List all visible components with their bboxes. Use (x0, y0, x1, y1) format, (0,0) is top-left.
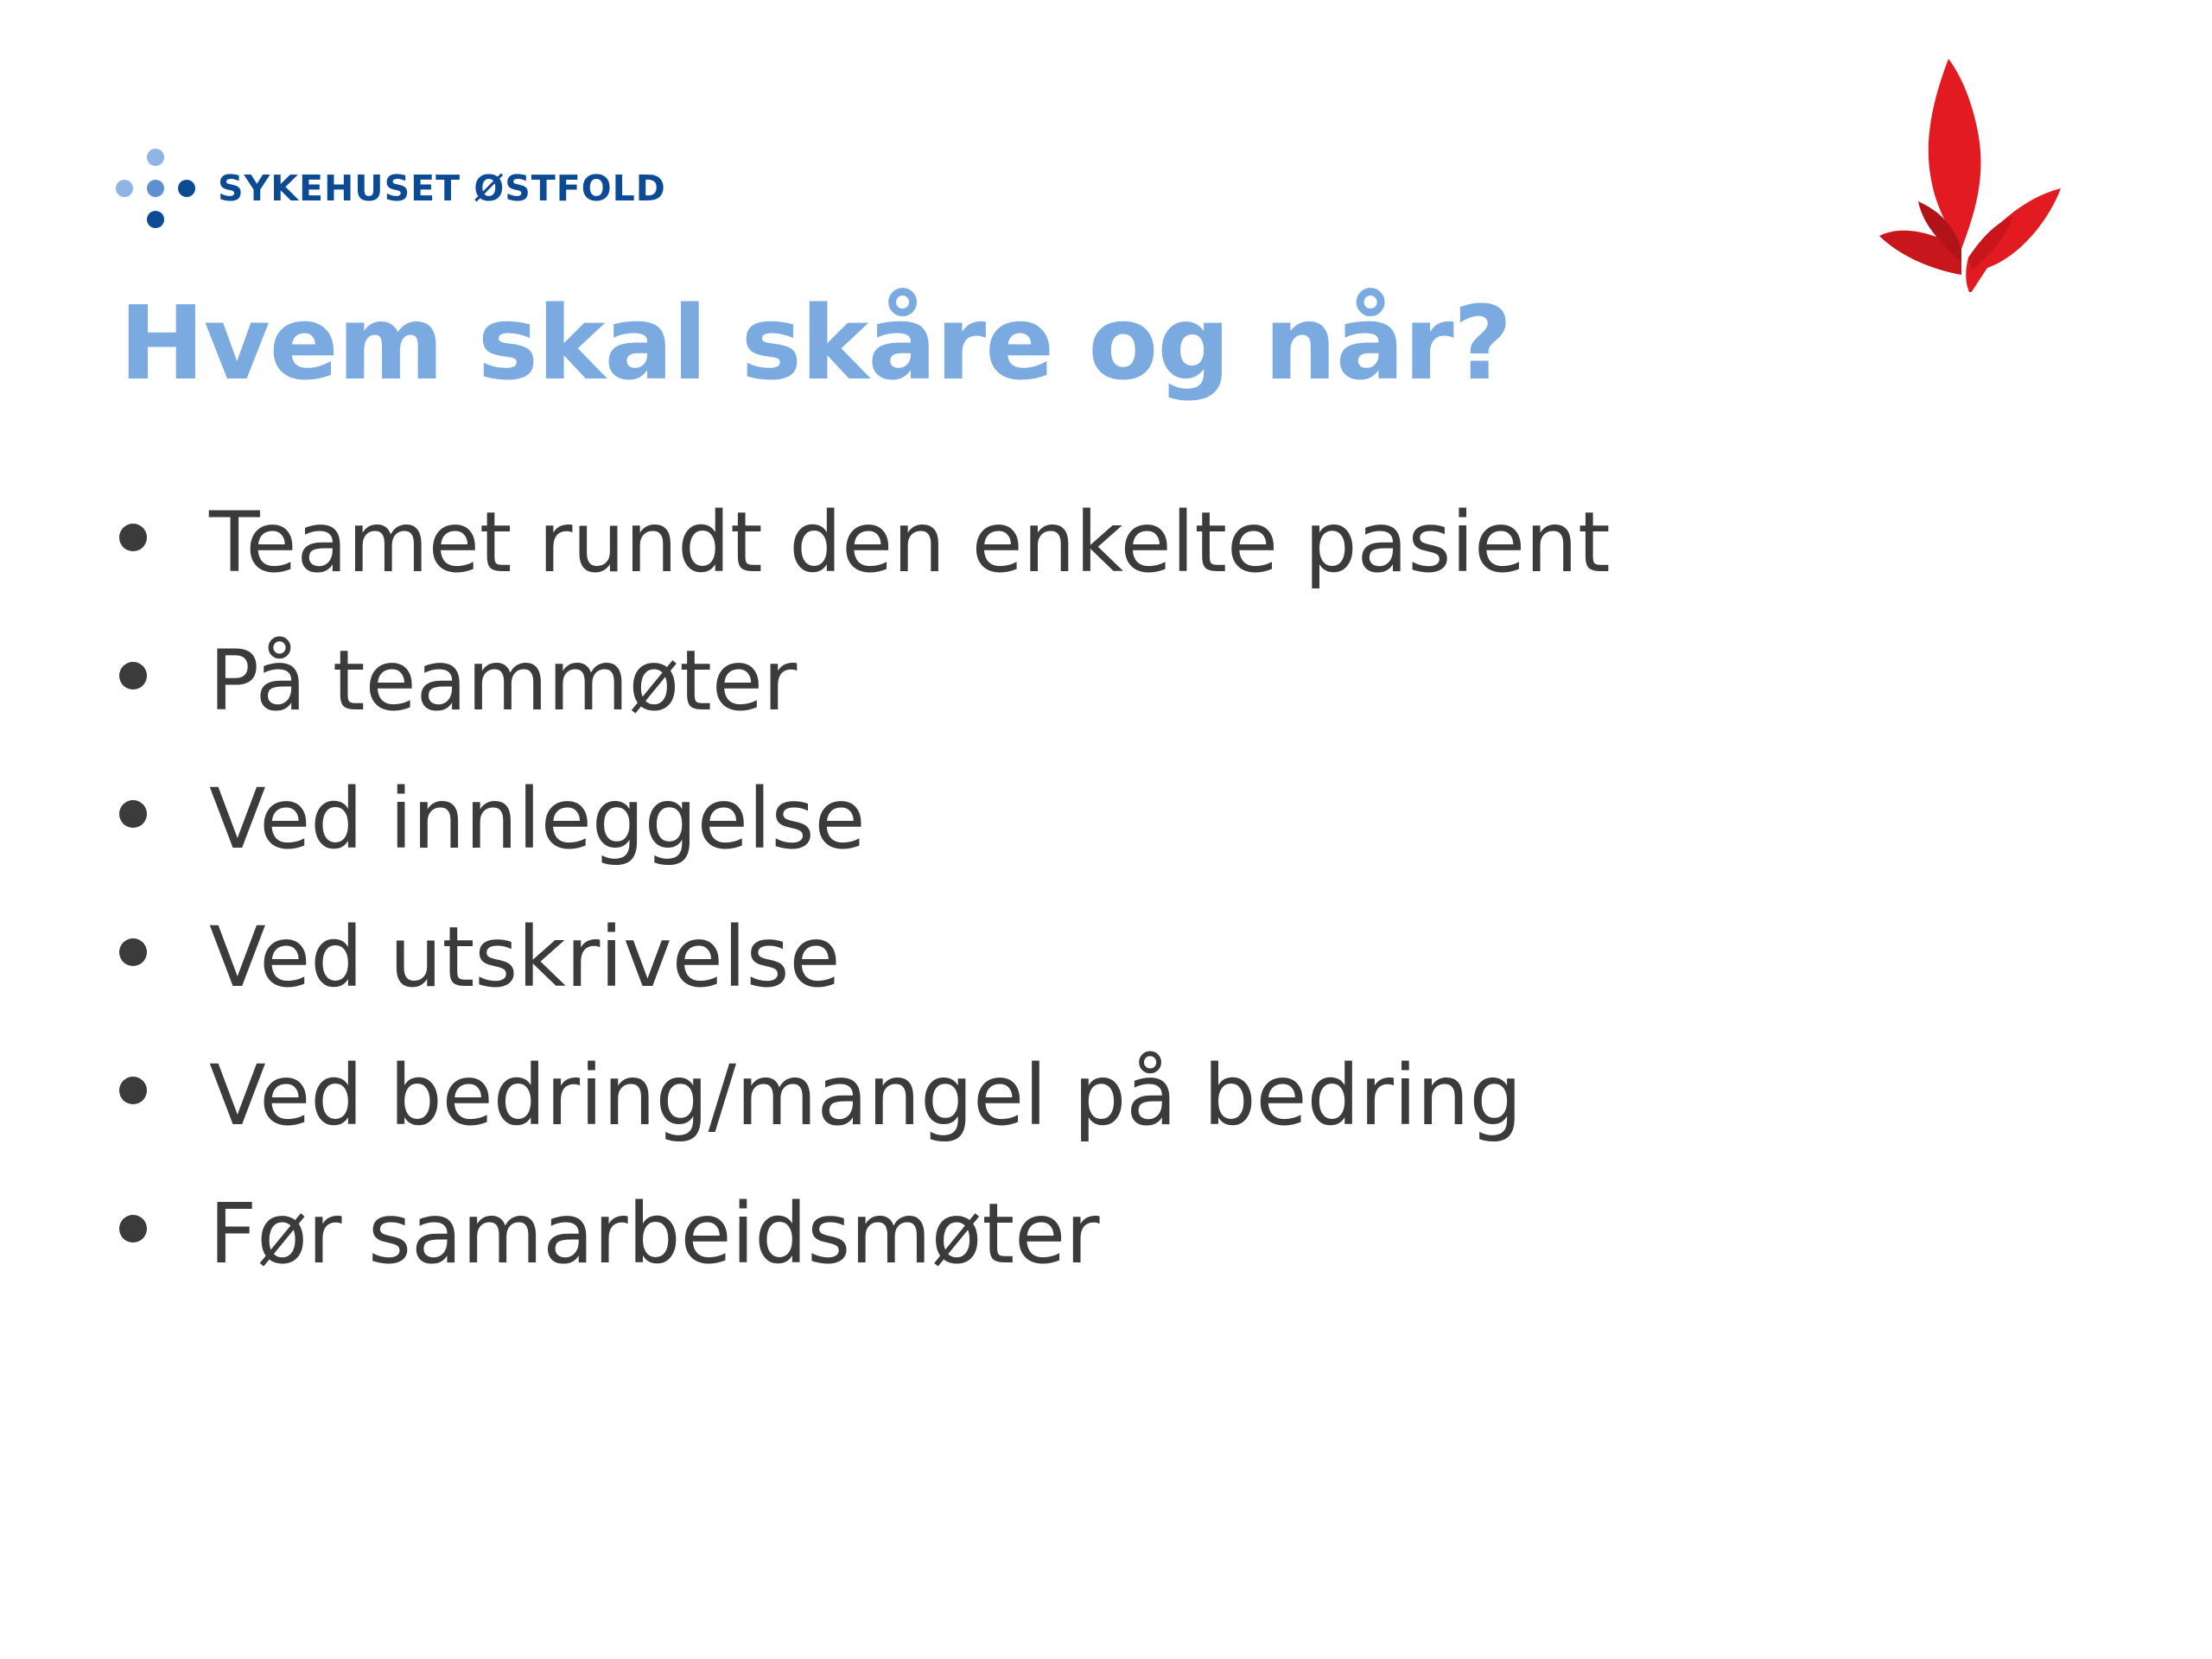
bullet-text: Før samarbeidsmøter (209, 1185, 1100, 1282)
list-item (119, 612, 1611, 750)
list-item (119, 1027, 1611, 1165)
organization-name: SYKEHUSET ØSTFOLD (218, 168, 666, 209)
list-item (119, 474, 1611, 612)
bullet-icon (119, 800, 147, 828)
slide-title: Hvem skal skåre og når? (119, 283, 1512, 403)
bullet-text: Ved bedring/mangel på bedring (209, 1047, 1522, 1144)
bullet-icon (119, 524, 147, 551)
bullet-text: På teammøter (209, 632, 798, 729)
four-dot-cross-icon (112, 145, 199, 232)
bullet-text: Ved utskrivelse (209, 909, 841, 1006)
bullet-icon (119, 1215, 147, 1243)
bullet-text: Ved innleggelse (209, 771, 866, 868)
organization-logo (112, 145, 666, 232)
bullet-icon (119, 938, 147, 966)
bullet-icon (119, 662, 147, 690)
list-item (119, 1165, 1611, 1303)
bullet-text: Teamet rundt den enkelte pasient (209, 494, 1611, 591)
list-item (119, 888, 1611, 1027)
red-butterfly-icon (1875, 50, 2065, 292)
list-item (119, 750, 1611, 888)
bullet-icon (119, 1077, 147, 1104)
bullet-list (119, 474, 1611, 1303)
